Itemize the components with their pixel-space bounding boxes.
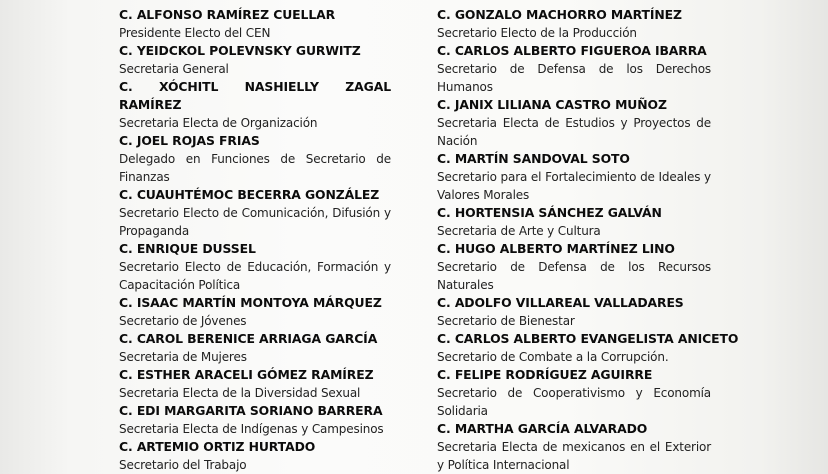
member-role: Presidente Electo del CEN bbox=[119, 26, 271, 40]
member-name: C. ARTEMIO ORTIZ HURTADO bbox=[119, 439, 316, 454]
member-name: C. ALFONSO RAMÍREZ CUELLAR bbox=[119, 7, 336, 22]
list-item bbox=[437, 150, 711, 204]
member-name: C. ADOLFO VILLAREAL VALLADARES bbox=[437, 295, 684, 310]
list-item bbox=[119, 438, 391, 474]
member-name: C. CUAUHTÉMOC BECERRA GONZÁLEZ bbox=[119, 187, 380, 202]
list-item bbox=[437, 204, 711, 240]
right-column bbox=[437, 6, 739, 474]
member-role: Secretario de Bienestar bbox=[437, 314, 575, 328]
member-name: C. FELIPE RODRÍGUEZ AGUIRRE bbox=[437, 367, 653, 382]
list-item bbox=[119, 132, 391, 186]
member-role: Secretario de Defensa de los Recursos Naturales bbox=[437, 260, 711, 292]
member-role: Secretario de Defensa de los Derechos Humanos bbox=[437, 62, 711, 94]
member-role: Secretario Electo de la Producción bbox=[437, 26, 637, 40]
list-item bbox=[119, 240, 391, 294]
list-item bbox=[437, 420, 711, 474]
member-name: C. GONZALO MACHORRO MARTÍNEZ bbox=[437, 7, 682, 22]
list-item bbox=[119, 42, 391, 78]
member-name: C. ESTHER ARACELI GÓMEZ RAMÍREZ bbox=[119, 367, 374, 382]
member-name: C. MARTÍN SANDOVAL SOTO bbox=[437, 151, 630, 166]
list-item bbox=[119, 186, 391, 240]
member-role: Secretaria Electa de mexicanos en el Exterior y Política Internacional bbox=[437, 440, 711, 472]
member-role: Secretario de Jóvenes bbox=[119, 314, 247, 328]
member-role: Secretaria Electa de Estudios y Proyectos de Nación bbox=[437, 116, 711, 148]
member-role: Secretario de Cooperativismo y Economía Solidaria bbox=[437, 386, 711, 418]
list-item bbox=[437, 294, 711, 330]
member-role: Secretario Electo de Comunicación, Difusión y Propaganda bbox=[119, 206, 391, 238]
member-name: C. HUGO ALBERTO MARTÍNEZ LINO bbox=[437, 241, 675, 256]
left-column bbox=[119, 6, 391, 474]
member-role: Secretaria de Arte y Cultura bbox=[437, 224, 601, 238]
list-item bbox=[119, 402, 391, 438]
member-name: C. JANIX LILIANA CASTRO MUÑOZ bbox=[437, 97, 667, 112]
list-item bbox=[119, 330, 391, 366]
list-item bbox=[437, 240, 711, 294]
list-item bbox=[119, 366, 391, 402]
list-item bbox=[437, 42, 711, 96]
member-role: Secretaria General bbox=[119, 62, 229, 76]
member-role: Secretario de Combate a la Corrupción. bbox=[437, 350, 669, 364]
list-item bbox=[437, 6, 711, 42]
member-name: C. ENRIQUE DUSSEL bbox=[119, 241, 256, 256]
member-role: Secretaria Electa de Organización bbox=[119, 116, 318, 130]
member-name: C. EDI MARGARITA SORIANO BARRERA bbox=[119, 403, 383, 418]
member-role: Secretaria Electa de la Diversidad Sexual bbox=[119, 386, 361, 400]
list-item bbox=[437, 366, 711, 420]
member-name: C. CARLOS ALBERTO FIGUEROA IBARRA bbox=[437, 43, 707, 58]
member-role: Secretario para el Fortalecimiento de Ideales y Valores Morales bbox=[437, 170, 711, 202]
list-item bbox=[119, 6, 391, 42]
member-name: C. CAROL BERENICE ARRIAGA GARCÍA bbox=[119, 331, 378, 346]
member-name: C. JOEL ROJAS FRIAS bbox=[119, 133, 260, 148]
list-item bbox=[437, 96, 711, 150]
member-role: Delegado en Funciones de Secretario de Finanzas bbox=[119, 152, 391, 184]
member-role: Secretaria de Mujeres bbox=[119, 350, 247, 364]
member-name: C. ISAAC MARTÍN MONTOYA MÁRQUEZ bbox=[119, 295, 382, 310]
member-role: Secretario Electo de Educación, Formación y Capacitación Política bbox=[119, 260, 391, 292]
list-item bbox=[119, 78, 391, 132]
member-name: C. HORTENSIA SÁNCHEZ GALVÁN bbox=[437, 205, 662, 220]
member-role: Secretaria Electa de Indígenas y Campesinos bbox=[119, 422, 384, 436]
member-name: C. YEIDCKOL POLEVNSKY GURWITZ bbox=[119, 43, 361, 58]
member-role: Secretario del Trabajo bbox=[119, 458, 247, 472]
list-item bbox=[119, 294, 391, 330]
member-name: C. XÓCHITL NASHIELLY ZAGAL RAMÍREZ bbox=[119, 79, 391, 112]
member-name: C. CARLOS ALBERTO EVANGELISTA ANICETO bbox=[437, 331, 739, 346]
member-name: C. MARTHA GARCÍA ALVARADO bbox=[437, 421, 648, 436]
list-item bbox=[437, 330, 739, 366]
